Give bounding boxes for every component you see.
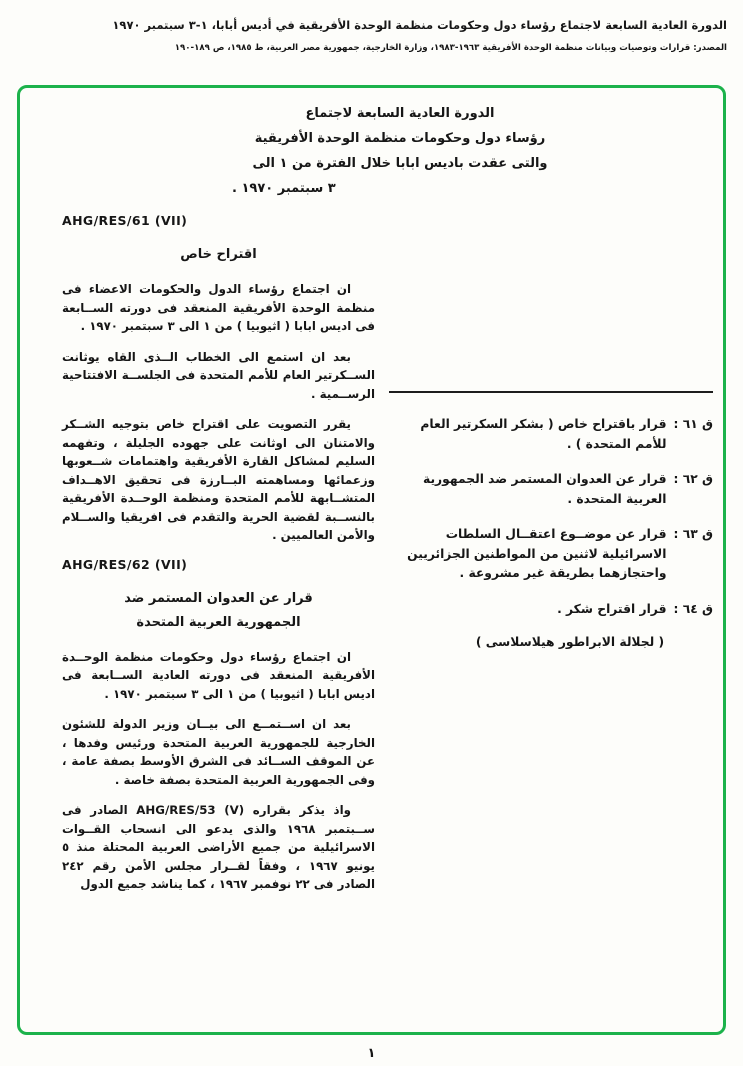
summary-footnote: ( لجلالة الابراطور هيلاسلاسى ) [475,635,665,649]
resolution-62-title-line-1: قرار عن العدوان المستمر ضد [124,590,313,606]
summary-item-61-text: قرار باقتراح خاص ( بشكر السكرتير العام للأمم المتحدة ) . [420,417,667,451]
resolution-62 [62,557,375,894]
summary-divider [389,391,713,393]
session-title-line-4: ٣ سبتمبر ١٩٧٠ . [232,181,336,196]
summary-item-64-label: ق ٦٤ : [673,601,713,616]
resolution-61-code: AHG/RES/61 (VII) [62,213,188,228]
resolution-62-paragraph-1: ان اجتماع رؤساء دول وحكومات منظمة الوحــدة الأفريقية المنعقد فى دورته العادية الســابعة فى اديس ابابا ( اثيوبيا ) من ١ الى ٣ سبتمبر ١٩٧٠ . [62,649,375,701]
summary-item-63 [389,525,713,584]
header-source-line: المصدر: قرارات وتوصيات وبيانات منظمة الوحدة الأفريقية ١٩٦٣-١٩٨٣، وزارة الخارجية، جمهورية مصر العربية، ط ١٩٨٥، ص ١٨٩-١٩٠ [174,43,727,53]
session-title-line-1: الدورة العادية السابعة لاجتماع [305,106,495,121]
page-number: ١ [367,1046,376,1061]
summary-column [389,391,713,649]
summary-item-63-label: ق ٦٣ : [673,527,713,541]
resolutions-column [62,213,375,906]
resolution-61 [62,213,375,545]
session-title-line-3: والتى عقدت باديس ابابا خلال الفترة من ١ الى [252,156,548,171]
resolution-61-paragraph-2: بعد ان استمع الى الخطاب الــذى القاه يوثانت الســكرتير العام للأمم المتحدة فى الجلســة الافتتاحية الرســمية . [62,349,375,401]
resolution-61-paragraph-3: يقرر التصويت على اقتراح خاص بتوجيه الشــكر والامتنان الى اوثانت على جهوده الجليلة ، وتفهمه السليم لمشاكل القارة الأفريقية واهتمامات شــعوبها وزعمائها ومساهمته البــارزة فى تحقيق الاهــداف المتشــابهة للأمم المتحدة ومنظمة الوحــدة الأفريقية بالنســبة لقضية الحرية والتقدم فى افريقيا والســلام والأمن العالميين . [62,417,375,542]
session-title-line-2: رؤساء دول وحكومات منظمة الوحدة الأفريقية [254,131,546,146]
summary-item-62-text: قرار عن العدوان المستمر ضد الجمهورية العربية المتحدة . [422,472,667,506]
header-title-line: الدورة العادية السابعة لاجتماع رؤساء دول وحكومات منظمة الوحدة الأفريقية في أديس أبابا، ١-٣ سبتمبر ١٩٧٠ [112,18,727,32]
summary-item-61-label: ق ٦١ : [673,417,713,431]
resolution-61-title: اقتراح خاص [180,247,257,262]
summary-item-62 [389,470,713,509]
resolution-62-title-line-2: الجمهورية العربية المتحدة [136,614,301,630]
resolution-61-paragraph-1: ان اجتماع رؤساء الدول والحكومات الاعضاء فى منظمة الوحدة الأفريقية المنعقد فى دورته الســابعة فى اديس ابابا ( اثيوبيا ) من ١ الى ٣ سبتمبر ١٩٧٠ . [62,282,375,333]
resolution-62-paragraph-3: واذ يذكر بقراره ⁦AHG/RES/53 (V)⁩ الصادر فى ســبتمبر ١٩٦٨ والذى يدعو الى انسحاب القــوات الاسرائيلية من جميع الأراضى العربية المحتلة منذ ٥ يونيو ١٩٦٧ ، وفقاً لقــرار مجلس الأمن رقم ٢٤٢ الصادر فى ٢٢ نوفمبر ١٩٦٧ ، كما يناشد جميع الدول [62,803,375,891]
resolution-62-paragraph-2: بعد ان اســتمــع الى بيــان وزير الدولة للشئون الخارجية للجمهورية العربية المتحدة ورئيس وفدها ، عن الموقف الســائد فى الشرق الأوسط بصفة عامة ، وفى الجمهورية العربية المتحدة بصفة خاصة . [62,717,375,787]
summary-item-62-label: ق ٦٢ : [673,472,713,486]
document-frame [17,85,726,1035]
document-header [12,18,727,53]
summary-item-64-text: قرار اقتراح شكر . [557,601,667,616]
resolution-62-title [62,587,375,635]
summary-item-61 [389,415,713,454]
summary-item-64 [389,600,713,620]
resolution-62-code: AHG/RES/62 (VII) [62,556,188,572]
summary-item-63-text: قرار عن موضــوع اعتقــال السلطات الاسرائيلية لاثنين من المواطنين الجزائريين واحتجازهما بطريقة غير مشروعة . [407,527,667,580]
session-title-block [232,101,568,201]
